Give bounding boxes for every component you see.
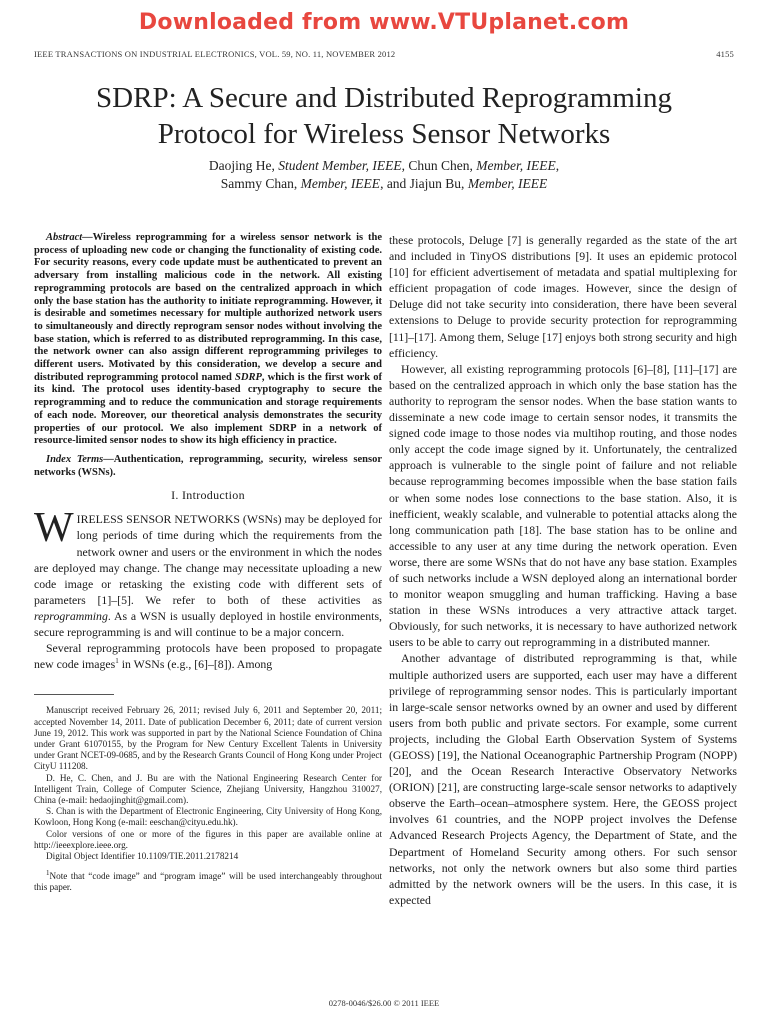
journal-name: IEEE TRANSACTIONS ON INDUSTRIAL ELECTRONICS, VOL. 59, NO. 11, NOVEMBER 2012 [34, 49, 396, 59]
author-1: Daojing He, [208, 158, 275, 173]
right-paragraph-3: Another advantage of distributed reprogramming is that, while multiple authorized users are supported, each user may have a different privilege of reprogramming sensor nodes. This is particularly important in large-scale sensor networks owned by an owner and used by different users from both public and private sectors. For example, some current projects, including the Global Earth Observation System of Systems (GEOSS) [19], the National Oceanographic Partnership Program (NOPP) [20], and the Ocean Research Interactive Observatory Networks (ORION) [21], are constructing large-scale sensor networks to adaptively observe the Earth–ocean–atmosphere system. Here, the GEOSS project involves 61 countries, and the NOPP project involves the Defense Advanced Research Projects Agency, the Department of State, and the Department of Homeland Security among others. For such sensor networks, not only the network owners but also some third parties admitted by the network owners will be the users. In this case, it is expected [389, 651, 737, 907]
abstract-label: Abstract [46, 232, 83, 243]
author-4: , and Jiajun Bu, [380, 176, 465, 191]
color-versions-note: Color versions of one or more of the figures in this paper are available online at http://ieeexplore.ieee.org. [34, 828, 382, 850]
drop-cap: W [34, 505, 74, 552]
author-2: , Chun Chen, [401, 158, 473, 173]
index-terms-text: —Authentication, reprogramming, security, wireless sensor networks (WSNs). [34, 453, 382, 478]
intro-p2-text: Several reprogramming protocols have been proposed to propagate new code images [34, 641, 382, 672]
author-list: Daojing He, Student Member, IEEE, Chun Chen, Member, IEEE, Sammy Chan, Member, IEEE, and Jiajun Bu, Member, IEEE [208, 158, 560, 191]
intro-p1-text-2: . As a WSN is usually deployed in hostile environments, secure reprogramming is and will continue to be a major concern. [34, 608, 382, 640]
author-1-role: Student Member, IEEE [278, 158, 402, 173]
page-number: 4155 [716, 49, 734, 59]
manuscript-note: Manuscript received February 26, 2011; revised July 6, 2011 and September 20, 2011; accepted November 14, 2011. Date of publication December 6, 2011; date of current version June 19, 2012. This work was supported in part by the National Science Foundation of China under Grant 61070155, by the Program for New Century Excellent Talents in University under Grant NCET-09-0685, and by the Research Grants Council of Hong Kong under Project CityU 111208. [34, 705, 382, 772]
author-3: Sammy Chan, [220, 176, 298, 191]
intro-p2-text-2: in WSNs (e.g., [6]–[8]). Among [118, 657, 273, 672]
right-column [389, 232, 737, 908]
footnote-rule [34, 694, 114, 695]
intro-p1-emphasis: reprogramming [34, 608, 108, 623]
right-paragraph-1: these protocols, Deluge [7] is generally regarded as the state of the art and included in TinyOS distributions [9]. It uses an epidemic protocol [10] for efficient advertisement of metadata and spatial multiplexing for efficient propagation of code images. However, since the design of Deluge did not take security into consideration, there have been several extensions to Deluge to provide security protection for reprogramming [11]–[17]. Among them, Seluge [17] enjoys both strong security and high efficiency. [389, 233, 737, 360]
doi-note: Digital Object Identifier 10.1109/TIE.2011.2178214 [46, 850, 239, 861]
affiliation-note-2: S. Chan is with the Department of Electronic Engineering, City University of Hong Kong, Kowloon, Hong Kong (e-mail: eeschan@cityu.edu.hk). [34, 806, 382, 828]
intro-paragraph-1 [34, 505, 382, 640]
section-heading-introduction: I. Introduction [171, 488, 245, 503]
abstract-text-2: , which is the first work of its kind. The protocol uses identity-based cryptography to secure the reprogramming and to reduce the communication and storage requirements of each node. Moreover, our theoretical analysis demonstrates the security properties of our protocol. We also implement SDRP in a network of resource-limited sensor nodes to show its high efficiency in practice. [34, 371, 382, 447]
author-3-role: Member, IEEE [300, 176, 381, 191]
index-terms [34, 454, 382, 479]
title-line-2: Protocol for Wireless Sensor Networks [157, 118, 611, 150]
author-2-role: Member, IEEE [476, 158, 556, 173]
abstract-sdrp: SDRP [235, 371, 262, 383]
copyright-line: 0278-0046/$26.00 © 2011 IEEE [328, 998, 440, 1008]
title-line-1: SDRP: A Secure and Distributed Reprogramming [96, 82, 672, 114]
footnote-1-text: Note that “code image” and “program image” will be used interchangeably throughout this paper. [34, 871, 382, 893]
running-header [34, 49, 734, 59]
footnote-ref-1: 1 [115, 657, 119, 666]
abstract-text: —Wireless reprogramming for a wireless sensor network is the process of uploading new code or changing the functionality of existing code. For security reasons, every code update must be authenticated to prevent an adversary from installing malicious code in the network. All existing reprogramming protocols are based on the centralized approach in which only the base station has the authority to initiate reprogramming. However, it is desirable and sometimes necessary for multiple authorized network users to simultaneously and directly reprogram sensor nodes without involving the base station, which is referred to as distributed reprogramming. In this case, the network owner can also assign different reprogramming privileges to different users. Motivated by this consideration, we develop a secure and distributed reprogramming protocol named [34, 232, 382, 383]
author-4-role: Member, IEEE [467, 176, 548, 191]
footnote-1 [34, 871, 382, 893]
footnote-1-number: 1 [46, 869, 50, 878]
download-banner: Downloaded from www.VTUplanet.com [138, 10, 630, 35]
abstract [34, 232, 382, 448]
right-paragraph-2: However, all existing reprogramming protocols [6]–[8], [11]–[17] are based on the centralized approach in which only the base station has the authority to reprogram the sensor nodes. When the base station wants to disseminate a new code image to certain sensor nodes, it transmits the signed code image to those nodes via multihop routing, and those nodes only accept the code image signed by it. Unfortunately, the centralized approach is vulnerable to the single point of failure and not reliable because reprogramming becomes impossible when the base station fails or when some nodes lose connections to the base station. Also, it is inefficient, weakly scalable, and vulnerable to potential attacks along the long communication path [18]. The base station has to be online and accessible to any user at any time during the network operation. Even worse, there are some WSNs that do not have any base station. Examples of such networks include a WSN deployed along an international border to monitor weapon smuggling and human trafficking. Having a base station in these WSNs introduces a very attractive attack target. Obviously, for such networks, it is necessary to have authorized network users to be able to carry out reprogramming in a distributed manner. [389, 361, 737, 650]
index-terms-label: Index Terms [46, 453, 104, 465]
affiliation-note-1: D. He, C. Chen, and J. Bu are with the National Engineering Research Center for Intelligent Train, College of Computer Science, Zhejiang University, Hangzhou 310027, China (e-mail: hedaojinghit@gmail.com). [34, 772, 382, 805]
paper-title [34, 80, 734, 152]
intro-paragraph-2 [34, 640, 382, 672]
intro-p1-text: IRELESS SENSOR NETWORKS (WSNs) may be deployed for long periods of time during which the requirements from the network owner and users or the environment in which the nodes are deployed may change. The change may necessitate uploading a new code image or retasking the existing code with different sets of parameters [1]–[5]. We refer to both of these activities as [34, 512, 382, 607]
left-column [34, 232, 382, 894]
